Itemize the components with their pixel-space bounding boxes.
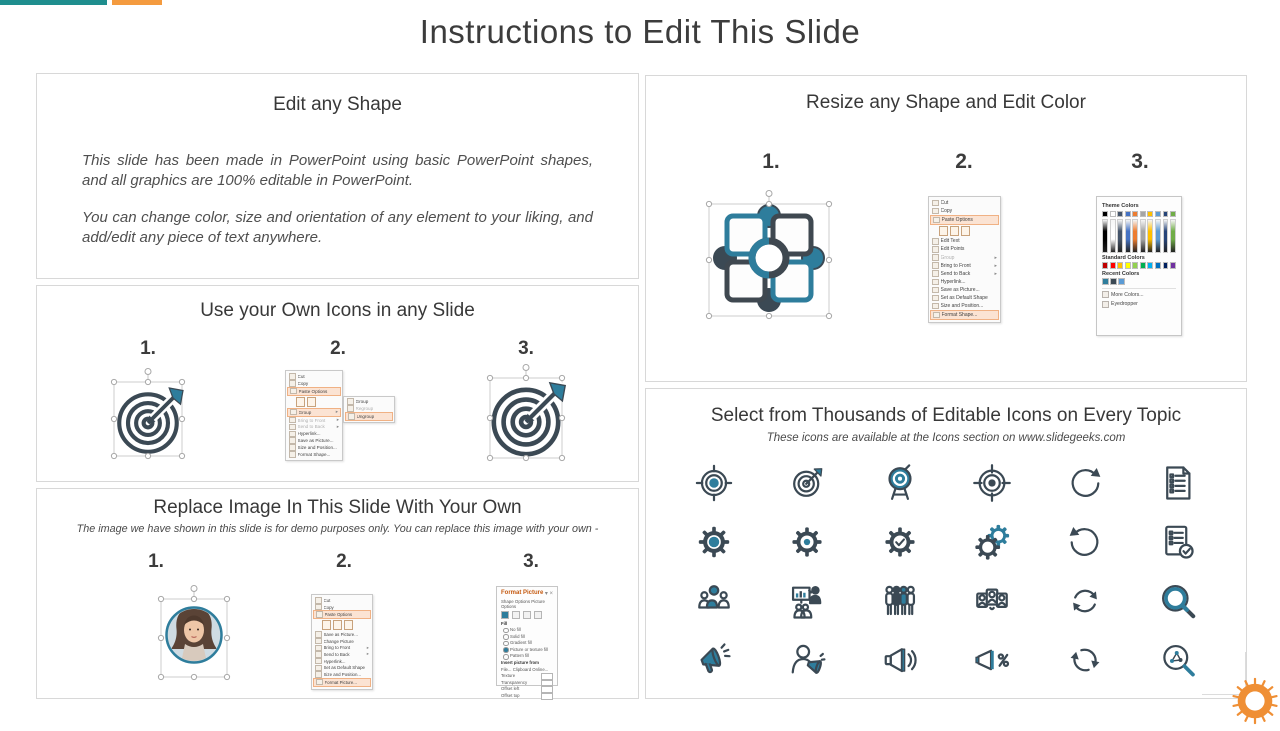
format-pane-row: File... Clipboard Online... <box>501 667 553 674</box>
training-presentation-icon <box>761 571 854 630</box>
step-number-2: 2. <box>303 338 373 360</box>
format-pane-row: Gradient fill <box>501 640 553 647</box>
format-pane-title: Format Picture <box>501 590 543 597</box>
menu-item: Group ▸ <box>930 253 999 261</box>
slidegeeks-logo-gear-icon <box>1230 676 1280 726</box>
menu-item: Edit Points <box>930 245 999 253</box>
menu-item: Copy <box>313 604 371 611</box>
step-number-2: 2. <box>309 551 379 573</box>
menu-item: Size and Position... <box>287 444 341 451</box>
menu-item: Send to Back ▸ <box>313 651 371 658</box>
menu-item: Set as Default Shape <box>930 294 999 302</box>
color-tint-column <box>1155 219 1161 253</box>
edit-shape-paragraph-2: You can change color, size and orientation of any element to your liking, and add/edit any piece of text anywhere. <box>82 208 593 247</box>
menu-item: Cut <box>930 199 999 207</box>
color-swatch <box>1102 262 1108 269</box>
step-number-1: 1. <box>121 551 191 573</box>
panel-resize-edit-color <box>645 75 1247 382</box>
gear-pair-icon <box>946 512 1039 571</box>
search-analytics-icon <box>1131 630 1224 689</box>
megaphone-announce-icon <box>668 630 761 689</box>
color-swatch <box>1132 211 1138 218</box>
menu-item: Paste Options <box>930 215 999 225</box>
sync-loop-icon <box>1039 571 1132 630</box>
menu-item: Cut <box>287 373 341 380</box>
close-icon: ▾ × <box>545 590 553 597</box>
step-number-2: 2. <box>929 150 999 174</box>
panel-use-own-icons <box>36 285 639 482</box>
slide-title: Instructions to Edit This Slide <box>0 13 1280 51</box>
menu-item: Hyperlink... <box>287 430 341 437</box>
paste-options-icons <box>930 225 999 237</box>
menu-item: Bring to Front ▸ <box>313 644 371 651</box>
accent-bar-orange <box>112 0 162 5</box>
palette-section-label: Theme Colors <box>1102 203 1176 209</box>
gear-solid-core-icon <box>668 512 761 571</box>
color-swatch <box>1110 211 1116 218</box>
palette-section-label: Recent Colors <box>1102 271 1176 277</box>
color-swatch <box>1155 262 1161 269</box>
format-pane-tool-icon <box>501 611 509 619</box>
color-tint-column <box>1140 219 1146 253</box>
selected-shape-illustration <box>703 188 835 327</box>
edit-shape-paragraph-1: This slide has been made in PowerPoint using basic PowerPoint shapes, and all graphics are 100% editable in PowerPoint. <box>82 151 593 190</box>
format-pane-row: Transparency <box>501 680 553 687</box>
color-palette-illustration <box>1096 196 1182 336</box>
color-swatch <box>1110 262 1116 269</box>
panel-replace-image <box>36 488 639 699</box>
icon-grid <box>668 453 1224 689</box>
menu-item: Change Picture <box>313 638 371 645</box>
color-tint-column <box>1163 219 1169 253</box>
format-pane-tabs: Shape Options Picture Options <box>501 599 553 609</box>
color-tint-column <box>1147 219 1153 253</box>
panel-title: Resize any Shape and Edit Color <box>646 92 1246 114</box>
menu-item: Copy <box>287 380 341 387</box>
color-swatch <box>1132 262 1138 269</box>
color-swatch <box>1117 211 1123 218</box>
menu-item: Hyperlink... <box>930 278 999 286</box>
hr-candidates-icon <box>946 571 1039 630</box>
notes-document-icon <box>1131 453 1224 512</box>
step-number-3: 3. <box>1105 150 1175 174</box>
menu-item: Save as Picture... <box>287 437 341 444</box>
target-crosshair-icon <box>668 453 761 512</box>
menu-item: Format Picture... <box>313 678 371 687</box>
format-pane-row: Texture <box>501 673 553 680</box>
color-swatch <box>1140 211 1146 218</box>
menu-item: Send to Back ▸ <box>287 423 341 430</box>
format-pane-row: Insert picture from <box>501 660 553 667</box>
person-announcement-icon <box>761 630 854 689</box>
menu-item: Format Shape... <box>930 310 999 320</box>
submenu-item: Group <box>345 398 393 405</box>
selected-target-icon-illustration <box>108 366 188 467</box>
ungrouped-target-icon-illustration <box>484 362 568 469</box>
color-swatch <box>1118 278 1125 285</box>
color-swatch <box>1147 262 1153 269</box>
color-swatch <box>1163 262 1169 269</box>
search-magnifier-icon <box>1131 571 1224 630</box>
dartboard-stand-icon <box>853 453 946 512</box>
refresh-clockwise-icon <box>1039 453 1132 512</box>
more-colors-item: More Colors... <box>1102 291 1176 298</box>
format-pane-row: Offset top <box>501 693 553 700</box>
format-pane-row: Fill <box>501 621 553 628</box>
discount-promotion-icon <box>946 630 1039 689</box>
group-submenu <box>343 396 395 423</box>
accent-bar-teal <box>0 0 107 5</box>
format-pane-row: Solid fill <box>501 634 553 641</box>
panel-subtitle: The image we have shown in this slide is for demo purposes only. You can replace this image with your own - <box>37 523 638 535</box>
megaphone-side-icon <box>853 630 946 689</box>
color-swatch <box>1140 262 1146 269</box>
color-swatch <box>1163 211 1169 218</box>
refresh-cycle-icon <box>1039 630 1132 689</box>
menu-item: Copy <box>930 207 999 215</box>
panel-title: Replace Image In This Slide With Your Own <box>37 497 638 519</box>
group-context-menu-illustration <box>285 370 425 470</box>
target-dart-icon <box>761 453 854 512</box>
menu-item: Save as Picture... <box>930 286 999 294</box>
standing-team-icon <box>853 571 946 630</box>
color-swatch <box>1117 262 1123 269</box>
color-swatch <box>1125 262 1131 269</box>
panel-subtitle: These icons are available at the Icons section on www.slidegeeks.com <box>646 432 1246 444</box>
menu-item: Send to Back ▸ <box>930 270 999 278</box>
color-tint-column <box>1117 219 1123 253</box>
color-swatch <box>1102 211 1108 218</box>
format-picture-pane-illustration <box>496 586 558 686</box>
step-number-3: 3. <box>496 551 566 573</box>
format-pane-tool-icon <box>534 611 542 619</box>
paste-options-icons <box>287 396 341 408</box>
menu-item: Size and Position... <box>313 671 371 678</box>
submenu-item: Ungroup <box>345 412 393 421</box>
menu-item: Size and Position... <box>930 302 999 310</box>
menu-item: Paste Options <box>287 387 341 396</box>
panel-title: Use your Own Icons in any Slide <box>37 300 638 322</box>
color-tint-column <box>1110 219 1116 253</box>
context-menu <box>311 594 373 690</box>
panel-title: Edit any Shape <box>37 94 638 116</box>
context-menu <box>928 196 1001 323</box>
menu-item: Paste Options <box>313 610 371 619</box>
panel-edit-any-shape <box>36 73 639 279</box>
format-pane-tool-icon <box>523 611 531 619</box>
color-swatch <box>1125 211 1131 218</box>
step-number-1: 1. <box>113 338 183 360</box>
color-tint-column <box>1125 219 1131 253</box>
format-pane-tool-icon <box>512 611 520 619</box>
refresh-counter-icon <box>1039 512 1132 571</box>
step-number-1: 1. <box>736 150 806 174</box>
submenu-item: Regroup <box>345 405 393 412</box>
format-pane-row: Offset left <box>501 686 553 693</box>
color-swatch <box>1170 211 1176 218</box>
color-swatch <box>1110 278 1117 285</box>
color-tint-column <box>1132 219 1138 253</box>
gear-dot-icon <box>761 512 854 571</box>
color-tint-column <box>1102 219 1108 253</box>
context-menu <box>285 370 343 461</box>
paste-options-icons <box>313 619 371 631</box>
palette-section-label: Standard Colors <box>1102 255 1176 261</box>
menu-item: Edit Text <box>930 237 999 245</box>
color-swatch <box>1102 278 1109 285</box>
eyedropper-item: Eyedropper <box>1102 301 1176 308</box>
checklist-check-icon <box>1131 512 1224 571</box>
menu-item: Bring to Front ▸ <box>930 262 999 270</box>
audience-group-icon <box>668 571 761 630</box>
menu-item: Set as Default Shape <box>313 665 371 672</box>
step-number-3: 3. <box>491 338 561 360</box>
menu-item: Cut <box>313 597 371 604</box>
panel-editable-icons-library <box>645 388 1247 699</box>
panel-title: Select from Thousands of Editable Icons on Every Topic <box>646 405 1246 427</box>
format-pane-row: No fill <box>501 627 553 634</box>
format-pane-row: Picture or texture fill <box>501 647 553 654</box>
color-swatch <box>1155 211 1161 218</box>
color-swatch <box>1170 262 1176 269</box>
crosshair-dot-icon <box>946 453 1039 512</box>
gear-check-icon <box>853 512 946 571</box>
menu-item: Group ▸ <box>287 408 341 417</box>
menu-item: Save as Picture... <box>313 631 371 638</box>
color-swatch <box>1147 211 1153 218</box>
menu-item: Hyperlink... <box>313 658 371 665</box>
format-pane-row: Pattern fill <box>501 653 553 660</box>
menu-item: Format Shape... <box>287 451 341 458</box>
color-tint-column <box>1170 219 1176 253</box>
menu-item: Bring to Front ▸ <box>287 417 341 424</box>
selected-portrait-photo-illustration <box>155 583 233 688</box>
